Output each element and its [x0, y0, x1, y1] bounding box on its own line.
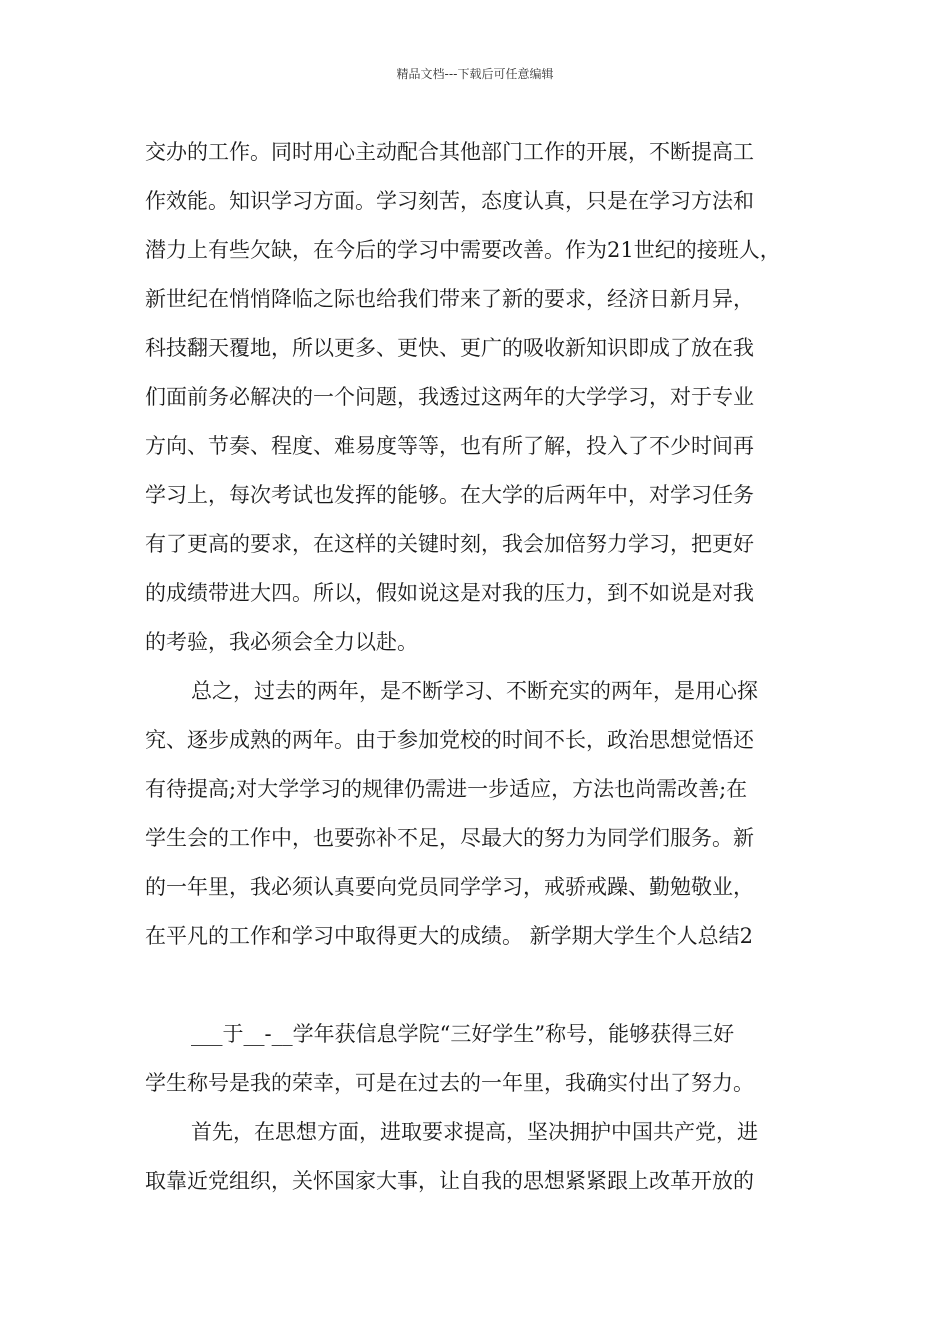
- text-line: 们面前务必解决的一个问题，我透过这两年的大学学习，对于专业: [145, 385, 754, 409]
- blank-line: [145, 966, 825, 1015]
- text-line: 学生称号是我的荣幸，可是在过去的一年里，我确实付出了努力。: [145, 1071, 754, 1095]
- text-line: 科技翻天覆地，所以更多、更快、更广的吸收新知识即成了放在我: [145, 336, 754, 360]
- text-line: 有了更高的要求，在这样的关键时刻，我会加倍努力学习，把更好: [145, 532, 754, 556]
- text-line: 学习上，每次考试也发挥的能够。在大学的后两年中，对学习任务: [145, 483, 754, 507]
- document-body: [145, 133, 825, 1211]
- text-line: 有待提高;对大学学习的规律仍需进一步适应，方法也尚需改善;在: [145, 777, 748, 801]
- text-line: 交办的工作。同时用心主动配合其他部门工作的开展，不断提高工: [145, 140, 754, 164]
- page-header: 精品文档---下载后可任意编辑: [396, 67, 554, 81]
- text-line: 作效能。知识学习方面。学习刻苦，态度认真，只是在学习方法和: [145, 189, 754, 213]
- text-line: 的成绩带进大四。所以，假如说这是对我的压力，到不如说是对我: [145, 581, 754, 605]
- paragraph-start-line: 首先，在思想方面，进取要求提高，坚决拥护中国共产党，进: [191, 1120, 758, 1144]
- paragraph-start-line: 总之，过去的两年，是不断学习、不断充实的两年，是用心探: [191, 679, 758, 703]
- text-line: 究、逐步成熟的两年。由于参加党校的时间不长，政治思想觉悟还: [145, 728, 754, 752]
- text-line: 学生会的工作中，也要弥补不足，尽最大的努力为同学们服务。新: [145, 826, 754, 850]
- text-line: 潜力上有些欠缺，在今后的学习中需要改善。作为21世纪的接班人，: [145, 238, 781, 262]
- text-line: 取靠近党组织，关怀国家大事，让自我的思想紧紧跟上改革开放的: [145, 1169, 754, 1193]
- text-line: 在平凡的工作和学习中取得更大的成绩。 新学期大学生个人总结2: [145, 924, 754, 948]
- text-line: 的一年里，我必须认真要向党员同学学习，戒骄戒躁、勤勉敬业，: [145, 875, 754, 899]
- text-line: 新世纪在悄悄降临之际也给我们带来了新的要求，经济日新月异，: [145, 287, 754, 311]
- text-line: 的考验，我必须会全力以赴。: [145, 630, 418, 654]
- text-line: 方向、节奏、程度、难易度等等，也有所了解，投入了不少时间再: [145, 434, 754, 458]
- paragraph-start-line: ___于__-__学年获信息学院“三好学生”称号，能够获得三好: [191, 1022, 735, 1046]
